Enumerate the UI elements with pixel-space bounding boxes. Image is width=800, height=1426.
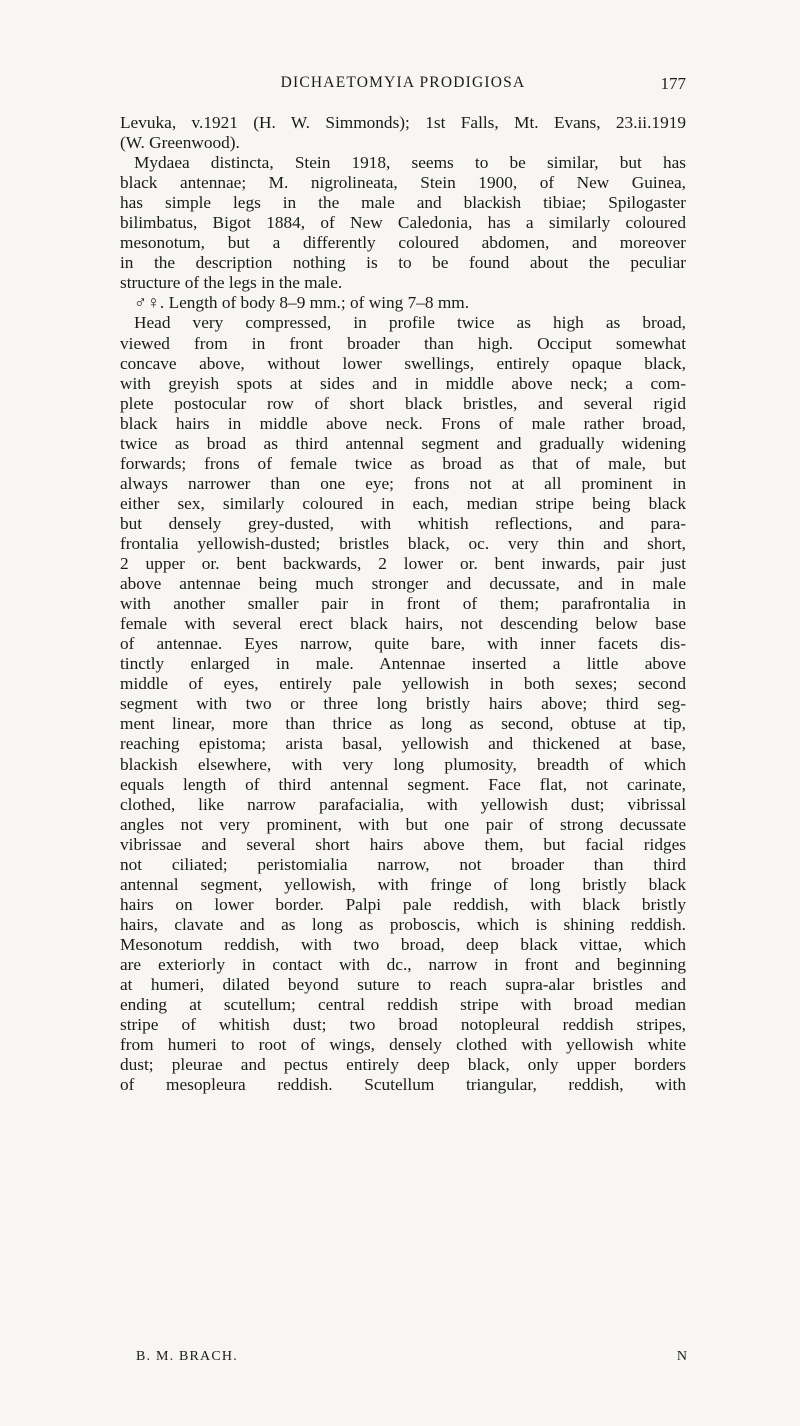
text-line: either sex, similarly coloured in each, median stripe being black	[120, 493, 686, 513]
text-line: in the description nothing is to be found about the peculiar	[120, 253, 686, 273]
text-line: Levuka, v.1921 (H. W. Simmonds); 1st Falls, Mt. Evans, 23.ii.1919	[120, 113, 686, 132]
text-line: ♂♀. Length of body 8–9 mm.; of wing 7–8 mm.	[134, 293, 470, 313]
text-line: with another smaller pair in front of them; parafrontalia in	[120, 594, 686, 614]
text-line: blackish elsewhere, with very long plumosity, breadth of which	[120, 754, 686, 774]
text-line: antennal segment, yellowish, with fringe of long bristly black	[120, 874, 686, 894]
text-line: ending at scutellum; central reddish stripe with broad median	[120, 995, 686, 1015]
text-line: concave above, without lower swellings, entirely opaque black,	[120, 353, 686, 373]
text-line: female with several erect black hairs, not descending below base	[120, 614, 686, 634]
text-line: ment linear, more than thrice as long as second, obtuse at tip,	[120, 714, 686, 734]
text-line: Head very compressed, in profile twice as high as broad,	[134, 313, 686, 333]
text-line: angles not very prominent, with but one pair of strong decussate	[120, 814, 686, 834]
text-line: middle of eyes, entirely pale yellowish in both sexes; second	[120, 674, 686, 694]
text-line: structure of the legs in the male.	[120, 273, 343, 293]
text-line: plete postocular row of short black bristles, and several rigid	[120, 393, 686, 413]
text-line: above antennae being much stronger and decussate, and in male	[120, 574, 686, 594]
text-line: frontalia yellowish-dusted; bristles black, oc. very thin and short,	[120, 533, 686, 553]
text-line: hairs on lower border. Palpi pale reddish, with black bristly	[120, 894, 686, 914]
text-line: always narrower than one eye; frons not at all prominent in	[120, 473, 686, 493]
text-line: has simple legs in the male and blackish tibiae; Spilogaster	[120, 193, 686, 213]
running-title: DICHAETOMYIA PRODIGIOSA	[280, 74, 526, 91]
text-line: twice as broad as third antennal segment and gradually widening	[120, 433, 686, 453]
text-line: not ciliated; peristomialia narrow, not broader than third	[120, 854, 686, 874]
text-line: from humeri to root of wings, densely clothed with yellowish white	[120, 1035, 686, 1055]
page-number: 177	[660, 74, 686, 93]
text-line: black antennae; M. nigrolineata, Stein 1900, of New Guinea,	[120, 173, 686, 193]
text-line: black hairs in middle above neck. Frons of male rather broad,	[120, 413, 686, 433]
text-line: but densely grey-dusted, with whitish reflections, and para-	[120, 513, 686, 533]
page-footer	[136, 1349, 688, 1369]
body-text	[120, 113, 686, 1095]
text-line: with greyish spots at sides and in middle above neck; a com-	[120, 373, 686, 393]
text-line: hairs, clavate and as long as proboscis, which is shining reddish.	[120, 914, 686, 934]
text-line: dust; pleurae and pectus entirely deep black, only upper borders	[120, 1055, 686, 1075]
text-line: Mydaea distincta, Stein 1918, seems to be similar, but has	[134, 153, 686, 173]
text-line: bilimbatus, Bigot 1884, of New Caledonia, has a similarly coloured	[120, 213, 686, 233]
running-head	[120, 74, 686, 100]
sheet-mark: N	[676, 1349, 688, 1364]
text-line: reaching epistoma; arista basal, yellowish and thickened at base,	[120, 734, 686, 754]
printer-signature: B. M. BRACH.	[136, 1349, 238, 1364]
text-line: clothed, like narrow parafacialia, with yellowish dust; vibrissal	[120, 794, 686, 814]
text-line: vibrissae and several short hairs above them, but facial ridges	[120, 834, 686, 854]
text-line: viewed from in front broader than high. Occiput somewhat	[120, 333, 686, 353]
text-line: stripe of whitish dust; two broad notopleural reddish stripes,	[120, 1015, 686, 1035]
text-line: (W. Greenwood).	[120, 133, 240, 153]
text-line: equals length of third antennal segment. Face flat, not carinate,	[120, 774, 686, 794]
text-line: mesonotum, but a differently coloured abdomen, and moreover	[120, 233, 686, 253]
text-line: Mesonotum reddish, with two broad, deep black vittae, which	[120, 934, 686, 954]
text-line: at humeri, dilated beyond suture to reach supra-alar bristles and	[120, 975, 686, 995]
text-line: 2 upper or. bent backwards, 2 lower or. bent inwards, pair just	[120, 554, 686, 574]
text-line: forwards; frons of female twice as broad as that of male, but	[120, 453, 686, 473]
text-line: segment with two or three long bristly hairs above; third seg-	[120, 694, 686, 714]
text-line: are exteriorly in contact with dc., narrow in front and beginning	[120, 954, 686, 974]
text-line: tinctly enlarged in male. Antennae inserted a little above	[120, 654, 686, 674]
text-line: of mesopleura reddish. Scutellum triangular, reddish, with	[120, 1075, 686, 1095]
text-line: of antennae. Eyes narrow, quite bare, with inner facets dis-	[120, 634, 686, 654]
